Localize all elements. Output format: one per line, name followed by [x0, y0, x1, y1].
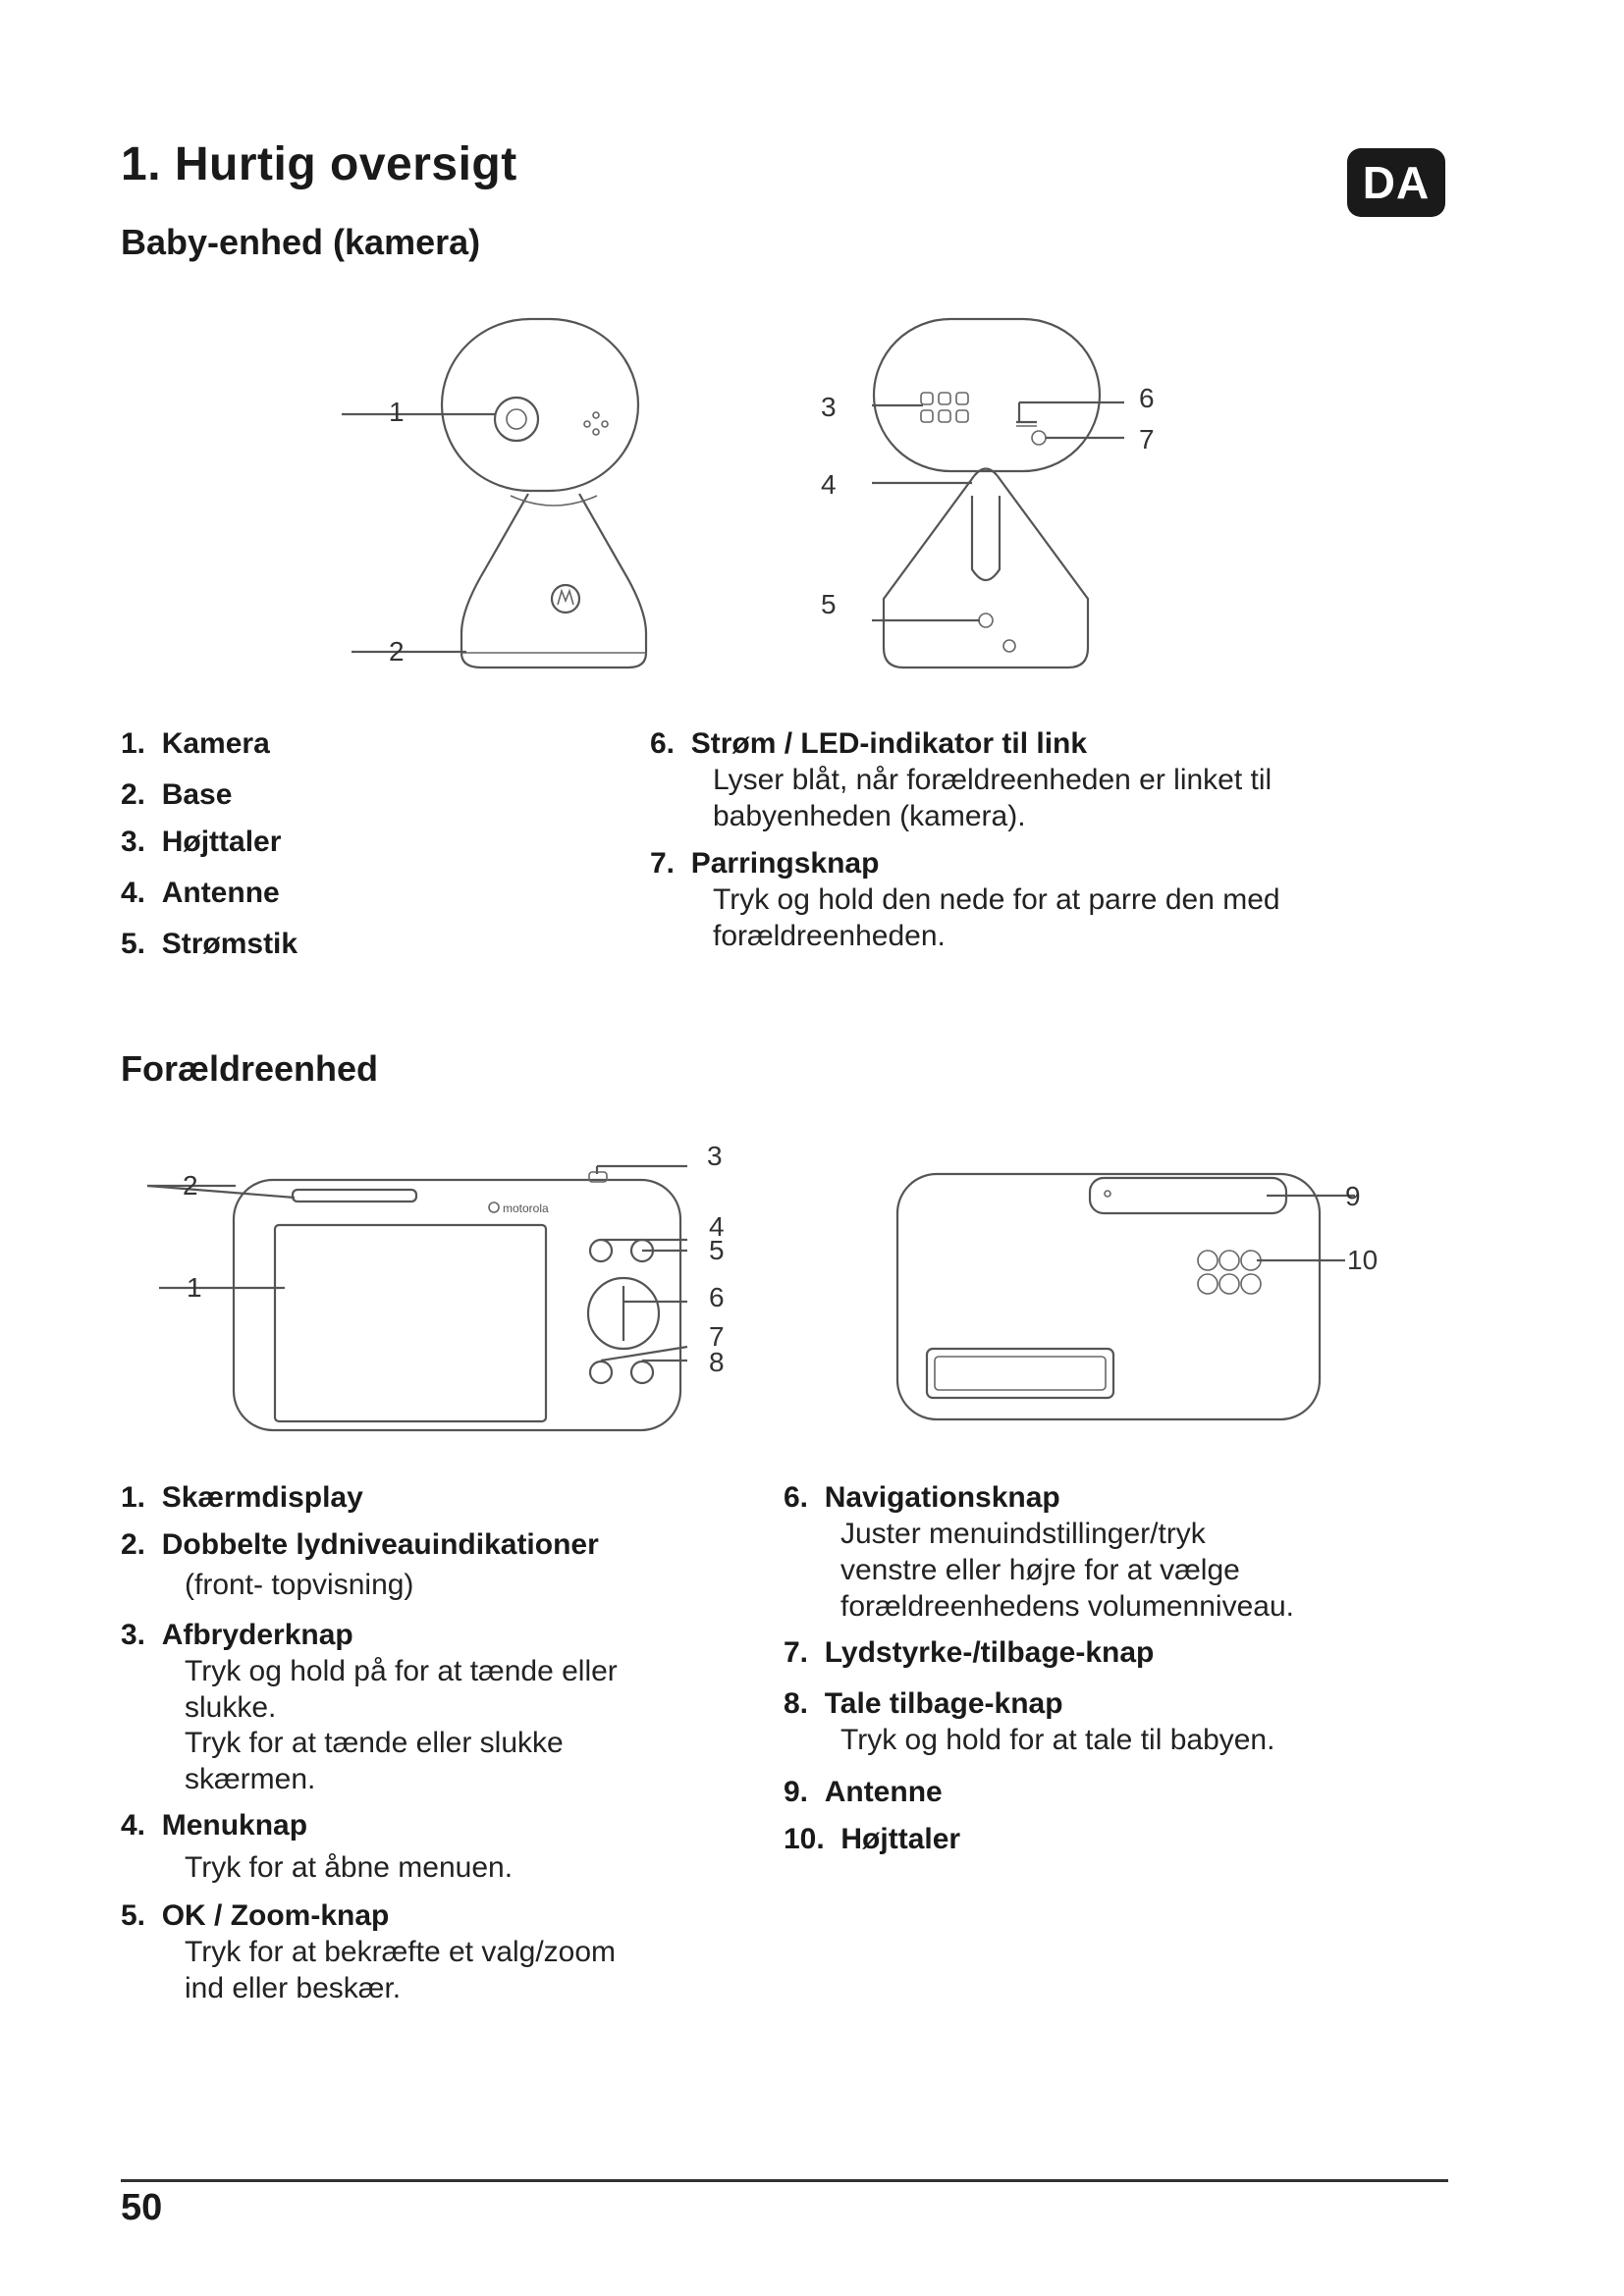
page-number: 50	[121, 2187, 163, 2228]
callout-parent-6: 6	[709, 1282, 725, 1312]
callout-parent-4: 4	[709, 1211, 725, 1242]
parent-item-6-desc-2: venstre eller højre for at vælge	[840, 1554, 1240, 1586]
callout-baby-2: 2	[389, 636, 405, 667]
callout-parent-8: 8	[709, 1347, 725, 1377]
parent-item-5-desc-2: ind eller beskær.	[185, 1972, 402, 2004]
callout-baby-5: 5	[821, 589, 837, 619]
baby-item-1: 1. Kamera	[121, 727, 270, 760]
parent-item-3-desc-3: Tryk for at tænde eller slukke	[185, 1727, 564, 1759]
parent-item-6: 6. Navigationsknap	[784, 1481, 1060, 1514]
baby-item-7-desc-1: Tryk og hold den nede for at parre den med	[713, 883, 1280, 916]
pairing-button	[1032, 431, 1046, 445]
camera-lens	[495, 398, 538, 441]
baby-unit-back-illustration	[844, 314, 1198, 687]
sound-level-indicator	[293, 1190, 416, 1201]
baby-item-6: 6. Strøm / LED-indikator til link	[650, 727, 1088, 760]
parent-item-4-desc-1: Tryk for at åbne menuen.	[185, 1851, 514, 1884]
baby-item-7: 7. Parringsknap	[650, 847, 880, 880]
power-jack-icon	[979, 614, 993, 627]
parent-unit-body	[234, 1180, 680, 1430]
parent-item-3: 3. Afbryderknap	[121, 1619, 353, 1651]
parent-item-6-desc-1: Juster menuindstillinger/tryk	[840, 1518, 1206, 1550]
parent-unit-back-illustration	[884, 1158, 1355, 1433]
callout-baby-4: 4	[821, 469, 837, 500]
callout-parent-1: 1	[187, 1272, 202, 1303]
motorola-logo-small-icon	[489, 1202, 499, 1212]
parent-item-5: 5. OK / Zoom-knap	[121, 1899, 390, 1932]
language-badge: DA	[1347, 148, 1445, 217]
camera-head-outline	[442, 319, 638, 491]
brand-text: motorola	[503, 1201, 549, 1215]
volume-back-button	[590, 1362, 612, 1383]
baby-item-2: 2. Base	[121, 778, 233, 811]
page-title: 1. Hurtig oversigt	[121, 138, 517, 190]
parent-item-3-desc-1: Tryk og hold på for at tænde eller	[185, 1655, 618, 1687]
parent-item-8: 8. Tale tilbage-knap	[784, 1687, 1063, 1720]
parent-item-2: 2. Dobbelte lydniveauindikationer	[121, 1528, 599, 1561]
parent-item-3-desc-4: skærmen.	[185, 1763, 316, 1795]
baby-unit-heading: Baby-enhed (kamera)	[121, 222, 481, 262]
callout-parent-5: 5	[709, 1235, 725, 1265]
parent-unit-back-body	[897, 1174, 1320, 1419]
baby-item-7-desc-2: forældreenheden.	[713, 920, 946, 952]
parent-item-9: 9. Antenne	[784, 1776, 943, 1808]
parent-item-1: 1. Skærmdisplay	[121, 1481, 363, 1514]
parent-item-4: 4. Menuknap	[121, 1809, 308, 1842]
parent-speaker-grille-icon	[1198, 1251, 1261, 1294]
camera-base-outline	[461, 494, 646, 667]
parent-unit-heading: Forældreenhed	[121, 1048, 379, 1089]
callout-baby-3: 3	[821, 392, 837, 422]
talkback-button	[631, 1362, 653, 1383]
parent-item-10: 10. Højttaler	[784, 1823, 961, 1855]
callout-parent-2: 2	[183, 1170, 198, 1201]
menu-button	[590, 1240, 612, 1261]
callout-parent-10: 10	[1347, 1245, 1379, 1275]
callout-parent-7: 7	[709, 1321, 725, 1352]
parent-unit-front-illustration	[177, 1139, 727, 1443]
baby-unit-front-illustration	[373, 314, 707, 687]
parent-item-7: 7. Lydstyrke-/tilbage-knap	[784, 1636, 1155, 1669]
screen-display	[275, 1225, 546, 1421]
parent-item-6-desc-3: forældreenhedens volumenniveau.	[840, 1590, 1294, 1623]
callout-baby-1: 1	[389, 397, 405, 427]
parent-item-8-desc-1: Tryk og hold for at tale til babyen.	[840, 1724, 1275, 1756]
parent-item-5-desc-1: Tryk for at bekræfte et valg/zoom	[185, 1936, 617, 1968]
camera-lens-inner	[507, 409, 526, 429]
callout-baby-7: 7	[1139, 424, 1155, 454]
callout-parent-3: 3	[707, 1141, 723, 1171]
antenna-outline-parent	[1090, 1178, 1286, 1213]
parent-item-3-desc-2: slukke.	[185, 1691, 277, 1724]
baby-item-4: 4. Antenne	[121, 877, 280, 909]
parent-item-2-desc-1: (front- topvisning)	[185, 1569, 414, 1601]
callout-parent-9: 9	[1345, 1181, 1361, 1211]
baby-item-3: 3. Højttaler	[121, 826, 282, 858]
baby-item-6-desc-1: Lyser blåt, når forældreenheden er linket til	[713, 764, 1272, 796]
callout-baby-6: 6	[1139, 383, 1155, 413]
camera-back-head	[874, 319, 1100, 471]
baby-item-5: 5. Strømstik	[121, 928, 298, 960]
camera-back-base	[884, 476, 1088, 667]
speaker-grille-icon	[921, 393, 968, 422]
antenna-outline	[972, 496, 1000, 580]
baby-item-6-desc-2: babyenheden (kamera).	[713, 800, 1026, 832]
footer-rule	[121, 2179, 1448, 2182]
